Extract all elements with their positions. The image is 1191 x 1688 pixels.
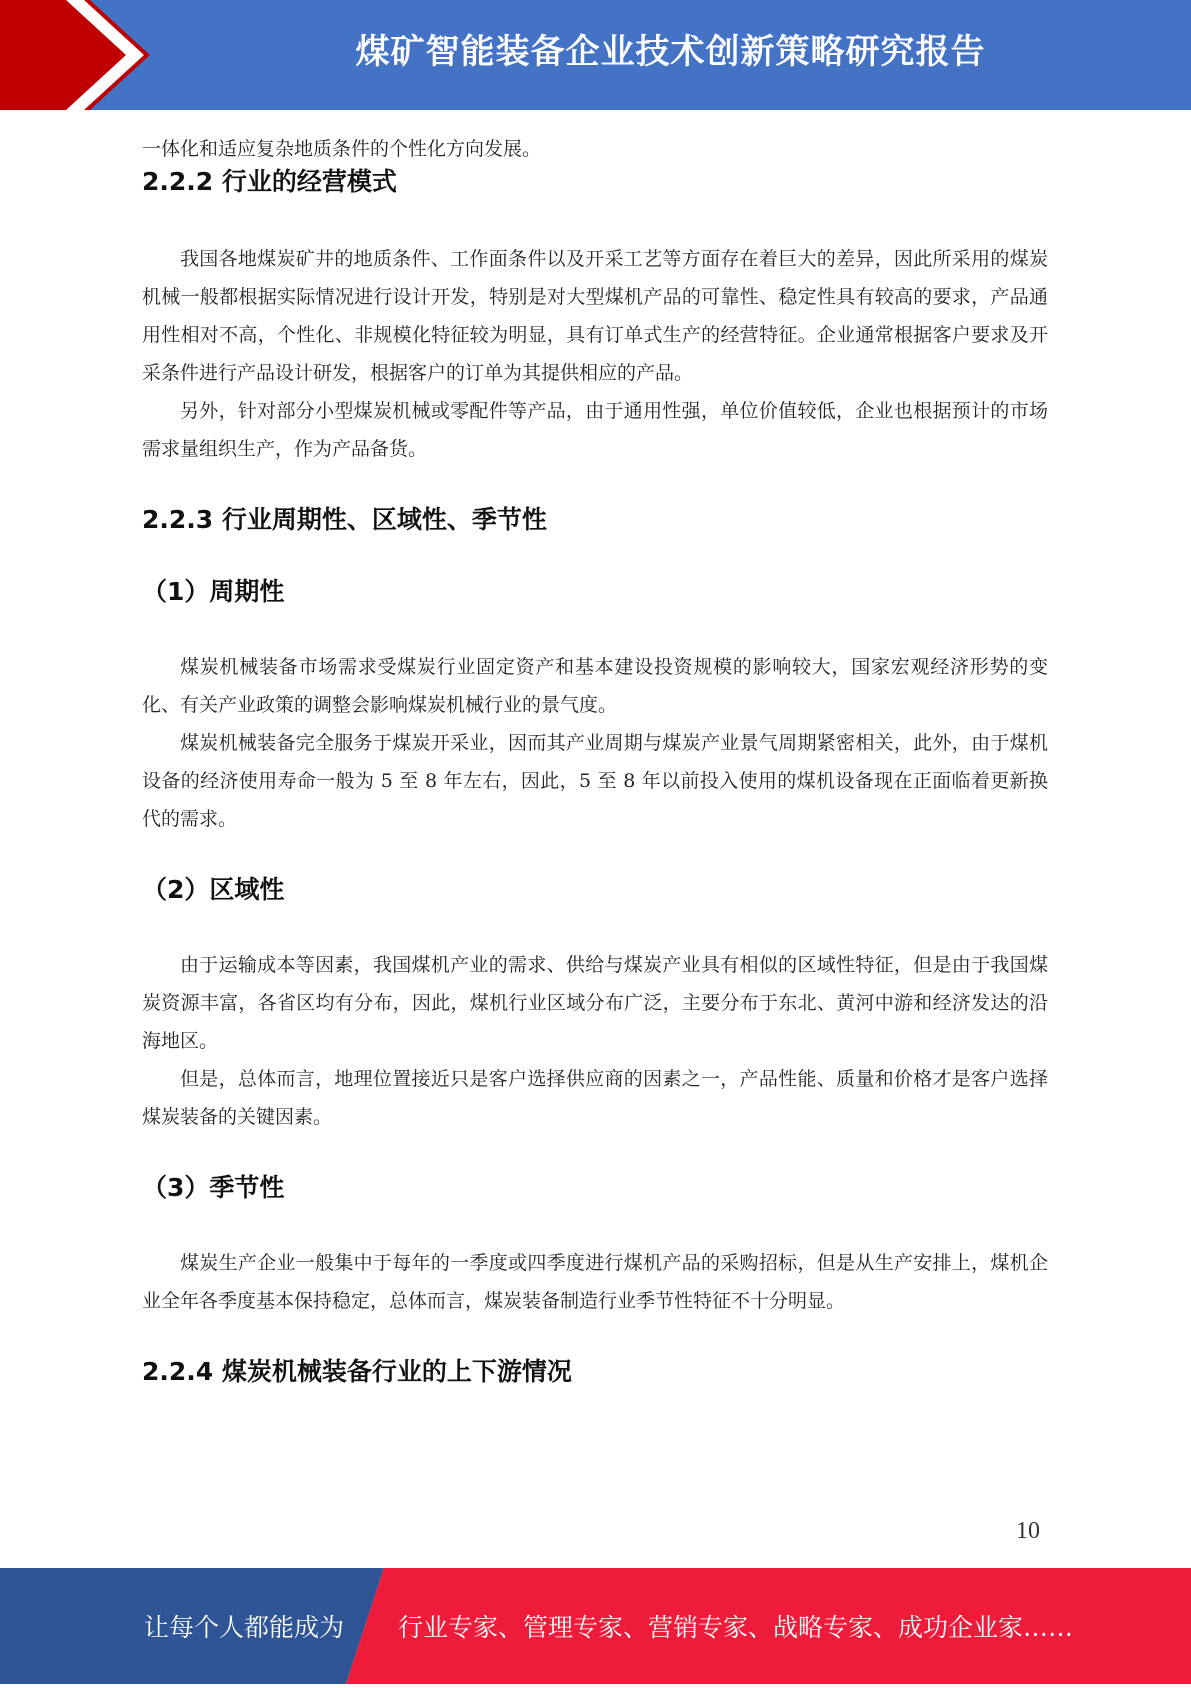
subsection-heading-regional: （2）区域性 [142, 875, 285, 904]
footer-slogan-right: 行业专家、管理专家、营销专家、战略专家、成功企业家…… [398, 1613, 1074, 1642]
paragraph: 另外，针对部分小型煤炭机械或零配件等产品，由于通用性强，单位价值较低，企业也根据预计的市场需求量组织生产，作为产品备货。 [142, 400, 1048, 460]
footer-slogan-left: 让每个人都能成为 [144, 1613, 345, 1642]
page-footer [0, 1568, 1191, 1684]
section-heading-2-2-2: 2.2.2 行业的经营模式 [142, 167, 397, 196]
paragraph: 煤炭生产企业一般集中于每年的一季度或四季度进行煤机产品的采购招标，但是从生产安排上，煤机企业全年各季度基本保持稳定，总体而言，煤炭装备制造行业季节性特征不十分明显。 [142, 1252, 1048, 1312]
subsection-heading-cyclical: （1）周期性 [142, 577, 285, 606]
paragraph: 由于运输成本等因素，我国煤机产业的需求、供给与煤炭产业具有相似的区域性特征，但是由于我国煤炭资源丰富，各省区均有分布，因此，煤机行业区域分布广泛，主要分布于东北、黄河中游和经济发达的沿海地区。 [142, 954, 1048, 1052]
paragraph: 煤炭机械装备市场需求受煤炭行业固定资产和基本建设投资规模的影响较大，国家宏观经济形势的变化、有关产业政策的调整会影响煤炭机械行业的景气度。 [142, 656, 1048, 716]
header-red-chevron [0, 0, 150, 110]
section-heading-2-2-3: 2.2.3 行业周期性、区域性、季节性 [142, 505, 547, 534]
page-header [0, 0, 1191, 110]
intro-fragment: 一体化和适应复杂地质条件的个性化方向发展。 [142, 138, 542, 160]
report-title: 煤矿智能装备企业技术创新策略研究报告 [355, 32, 986, 72]
paragraph: 我国各地煤炭矿井的地质条件、工作面条件以及开采工艺等方面存在着巨大的差异，因此所采用的煤炭机械一般都根据实际情况进行设计开发，特别是对大型煤机产品的可靠性、稳定性具有较高的要求，产品通用性相对不高，个性化、非规模化特征较为明显，具有订单式生产的经营特征。企业通常根据客户要求及开采条件进行产品设计研发，根据客户的订单为其提供相应的产品。 [142, 248, 1048, 384]
page-number: 10 [1016, 1518, 1040, 1544]
subsection-heading-seasonal: （3）季节性 [142, 1173, 285, 1202]
section-heading-2-2-4: 2.2.4 煤炭机械装备行业的上下游情况 [142, 1357, 572, 1386]
document-body [142, 130, 1048, 1392]
paragraph: 煤炭机械装备完全服务于煤炭开采业，因而其产业周期与煤炭产业景气周期紧密相关，此外，由于煤机设备的经济使用寿命一般为 5 至 8 年左右，因此，5 至 8 年以前投入使用的煤机设备现在正面临着更新换代的需求。 [142, 732, 1048, 830]
paragraph: 但是，总体而言，地理位置接近只是客户选择供应商的因素之一，产品性能、质量和价格才是客户选择煤炭装备的关键因素。 [142, 1068, 1048, 1128]
